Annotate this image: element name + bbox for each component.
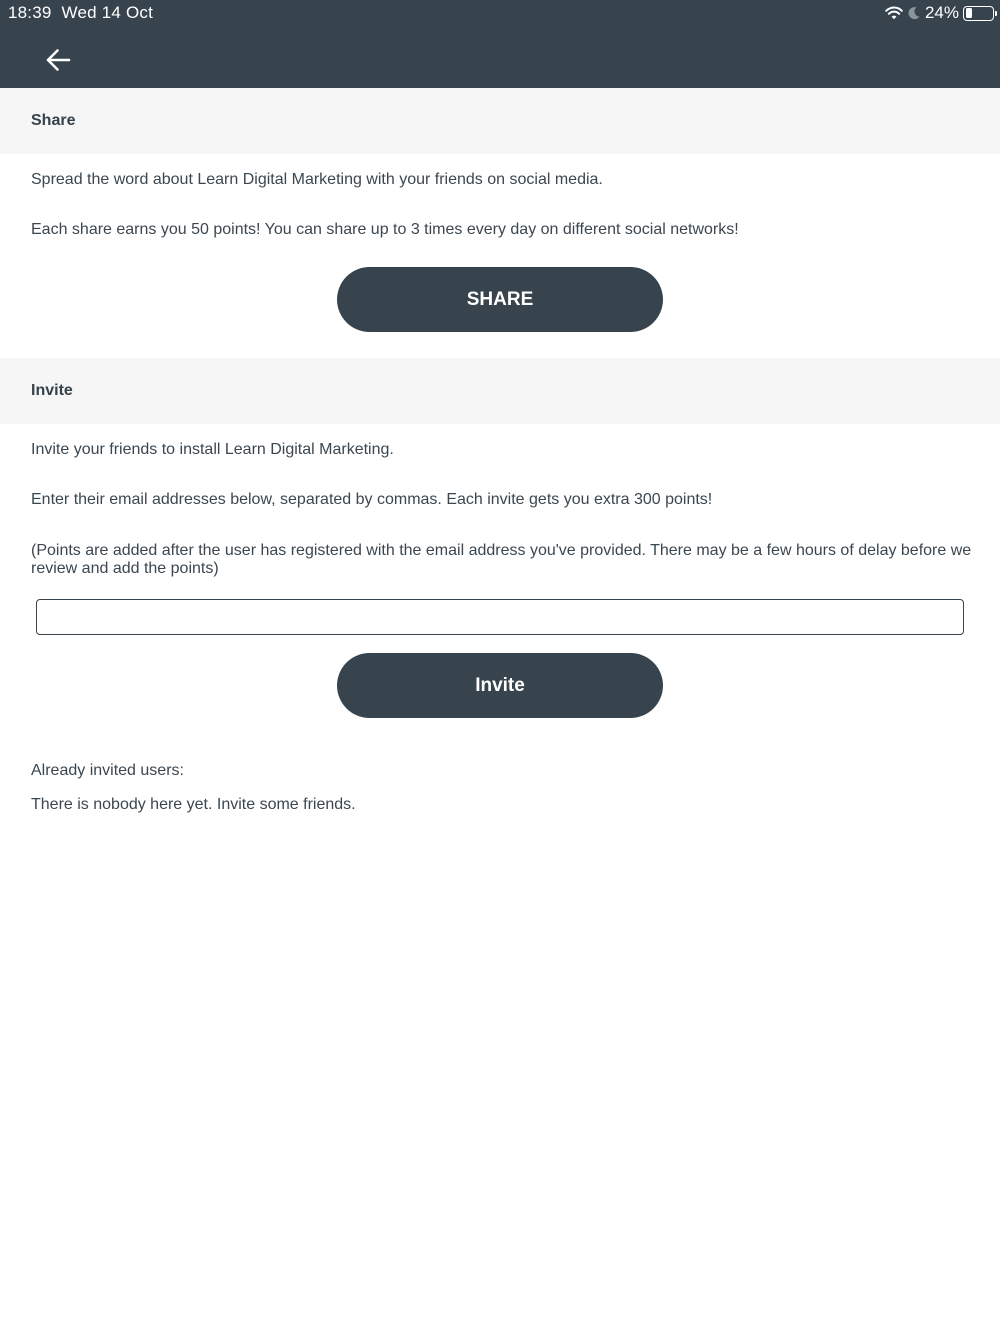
back-button[interactable]	[42, 44, 74, 76]
status-bar-indicators	[885, 3, 994, 23]
invite-title: Invite	[31, 382, 73, 399]
do-not-disturb-moon-icon	[907, 6, 921, 20]
invite-section-header	[0, 358, 1000, 424]
arrow-left-icon	[45, 48, 71, 72]
app-header	[0, 0, 1000, 88]
share-section-header	[0, 88, 1000, 154]
battery-percent: 24%	[924, 3, 959, 22]
invite-points-note: (Points are added after the user has registered with the email address you've provided. There may be a few hours of delay before we review and add the points)	[31, 542, 972, 577]
invite-button[interactable]: Invite	[337, 653, 663, 718]
empty-invited-message: There is nobody here yet. Invite some friends.	[31, 796, 356, 813]
share-title: Share	[31, 112, 76, 129]
share-button[interactable]: SHARE	[337, 267, 663, 332]
battery-icon	[963, 6, 994, 21]
share-points-info: Each share earns you 50 points! You can share up to 3 times every day on different social networks!	[31, 221, 739, 238]
share-description: Spread the word about Learn Digital Marketing with your friends on social media.	[31, 171, 603, 188]
status-date: Wed 14 Oct	[61, 3, 153, 22]
battery-fill	[966, 8, 972, 18]
invite-instructions: Enter their email addresses below, separated by commas. Each invite gets you extra 300 points!	[31, 491, 713, 508]
invite-description: Invite your friends to install Learn Digital Marketing.	[31, 441, 394, 458]
wifi-icon	[885, 6, 903, 20]
email-addresses-input[interactable]	[36, 599, 964, 635]
status-time: 18:39	[8, 3, 52, 22]
status-bar-clock	[8, 3, 153, 23]
already-invited-label: Already invited users:	[31, 762, 184, 779]
